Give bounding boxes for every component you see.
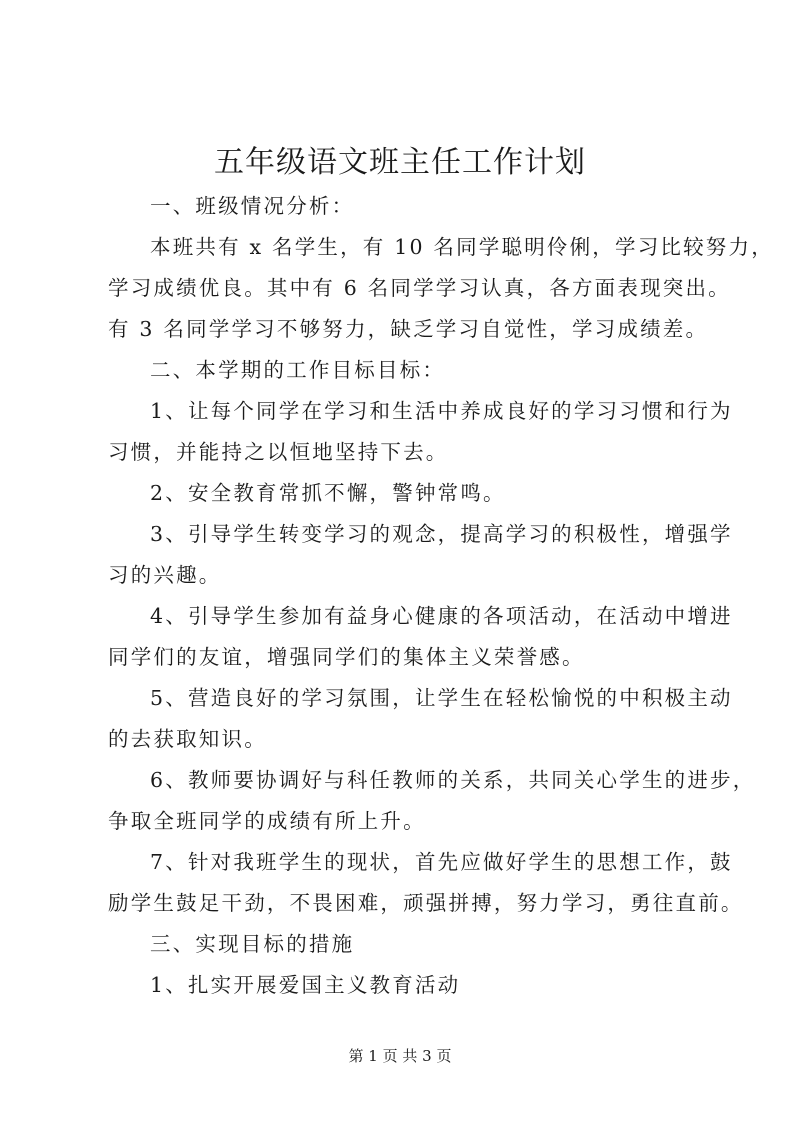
goal-item-line: 争取全班同学的成绩有所上升。 (108, 809, 426, 833)
document-body (108, 186, 774, 1006)
goal-item-line: 同学们的友谊，增强同学们的集体主义荣誉感。 (108, 645, 585, 669)
goal-item-line: 励学生鼓足干劲，不畏困难，顽强拼搏，努力学习，勇往直前。 (108, 891, 744, 915)
goal-item-line: 4、引导学生参加有益身心健康的各项活动，在活动中增进 (150, 604, 733, 628)
section-heading-goals: 二、本学期的工作目标目标： (150, 358, 446, 382)
section-heading-measures: 三、实现目标的措施 (150, 932, 355, 956)
goal-item-line: 6、教师要协调好与科任教师的关系，共同关心学生的进步， (150, 768, 756, 792)
page-number-footer: 第 1 页 共 3 页 (348, 1047, 452, 1065)
goal-item-line: 1、让每个同学在学习和生活中养成良好的学习习惯和行为 (150, 399, 733, 423)
goal-item-line: 7、针对我班学生的现状，首先应做好学生的思想工作，鼓 (150, 850, 733, 874)
document-title: 五年级语文班主任工作计划 (214, 145, 586, 180)
goal-item-line: 3、引导学生转变学习的观念，提高学习的积极性，增强学 (150, 522, 733, 546)
measure-item-line: 1、扎实开展爱国主义教育活动 (150, 973, 461, 997)
section-heading-class-analysis: 一、班级情况分析： (150, 194, 355, 218)
goal-item-line: 习的兴趣。 (108, 563, 222, 587)
paragraph-line: 有 3 名同学学习不够努力，缺乏学习自觉性，学习成绩差。 (108, 317, 709, 341)
goal-item-line: 习惯，并能持之以恒地坚持下去。 (108, 440, 449, 464)
paragraph-line: 本班共有 x 名学生，有 10 名同学聪明伶俐，学习比较努力， (150, 235, 774, 259)
paragraph-line: 学习成绩优良。其中有 6 名同学学习认真，各方面表现突出。 (108, 276, 731, 300)
goal-item-line: 5、营造良好的学习氛围，让学生在轻松愉悦的中积极主动 (150, 686, 733, 710)
goal-item-line: 2、安全教育常抓不懈，警钟常鸣。 (150, 481, 506, 505)
goal-item-line: 的去获取知识。 (108, 727, 267, 751)
